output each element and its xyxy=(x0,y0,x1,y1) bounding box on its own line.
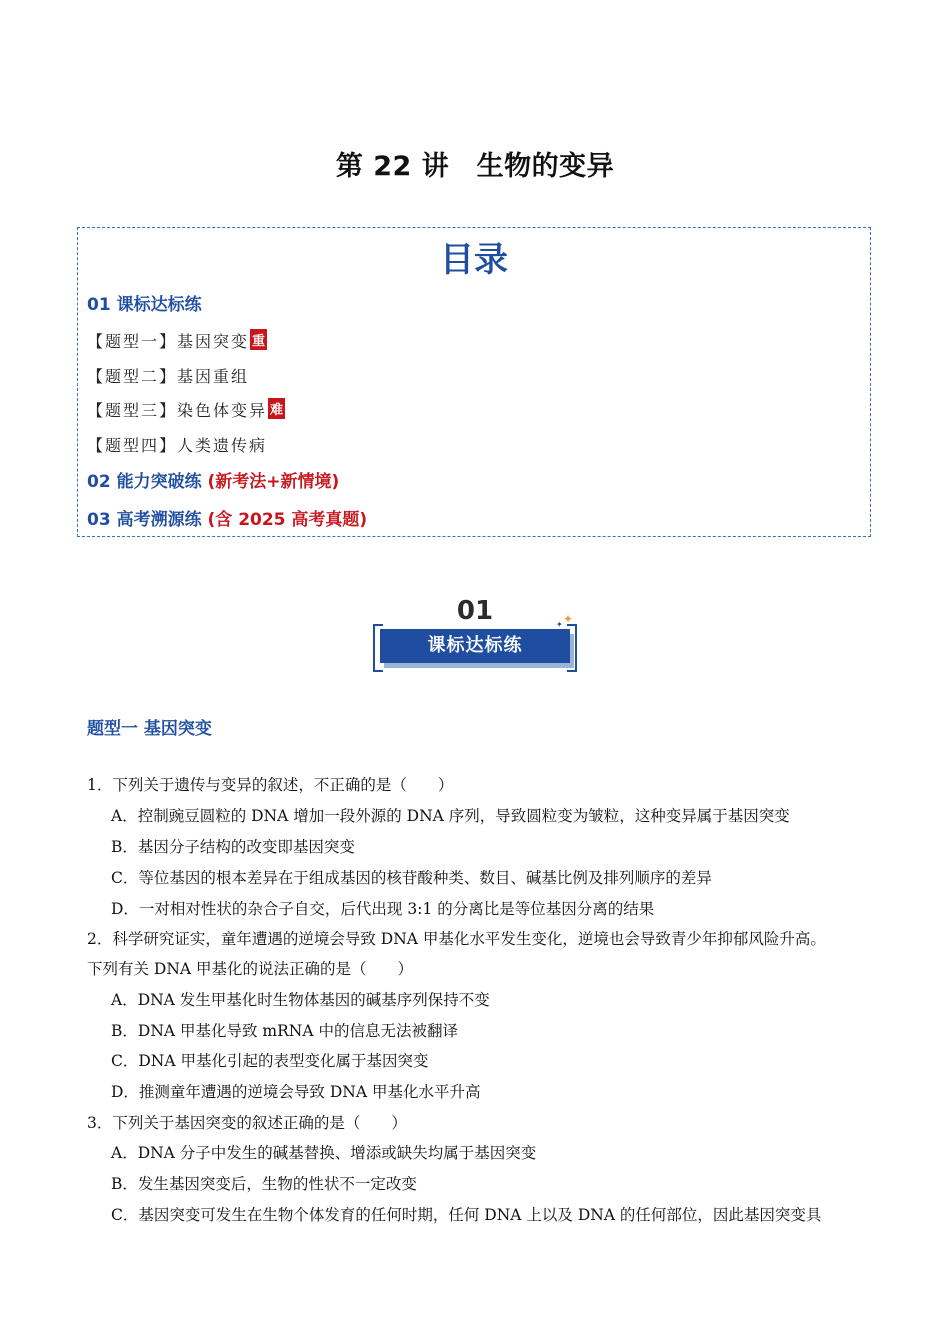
toc-section-2-label: 02 能力突破练 xyxy=(87,472,202,492)
question-stem: 1．下列关于遗传与变异的叙述，不正确的是（ ） xyxy=(87,776,454,794)
toc-section-1-label: 01 课标达标练 xyxy=(87,295,202,315)
toc-heading: 目录 xyxy=(440,240,508,280)
sparkle-icon: ✦ xyxy=(556,620,563,629)
toc-item-label: 【题型三】染色体变异 xyxy=(87,401,268,420)
toc-item-type-2[interactable] xyxy=(87,364,249,387)
option-c: C．DNA 甲基化引起的表型变化属于基因突变 xyxy=(111,1052,429,1070)
sparkle-icon: ✦ xyxy=(563,612,574,626)
section-banner xyxy=(370,596,580,674)
banner-number: 01 xyxy=(456,596,494,626)
toc-item-type-1[interactable] xyxy=(87,329,267,352)
option-a: A．DNA 分子中发生的碱基替换、增添或缺失均属于基因突变 xyxy=(111,1144,537,1162)
question-stem: 3．下列关于基因突变的叙述正确的是（ ） xyxy=(87,1114,407,1132)
option-a: A．控制豌豆圆粒的 DNA 增加一段外源的 DNA 序列，导致圆粒变为皱粒，这种变异属于基因突变 xyxy=(111,807,790,825)
banner-label: 课标达标练 xyxy=(380,629,570,663)
key-point-badge: 重 xyxy=(250,329,267,350)
toc-item-label: 【题型四】人类遗传病 xyxy=(87,436,268,455)
section-heading: 题型一 基因突变 xyxy=(87,719,212,739)
option-d: D．推测童年遭遇的逆境会导致 DNA 甲基化水平升高 xyxy=(111,1083,481,1101)
toc-item-type-3[interactable] xyxy=(87,398,285,421)
option-b: B．DNA 甲基化导致 mRNA 中的信息无法被翻译 xyxy=(111,1022,458,1040)
option-b: B．基因分子结构的改变即基因突变 xyxy=(111,838,355,856)
toc-section-3[interactable] xyxy=(87,505,367,530)
toc-item-label: 【题型一】基因突变 xyxy=(87,332,250,351)
toc-item-label: 【题型二】基因重组 xyxy=(87,367,250,386)
option-c: C．等位基因的根本差异在于组成基因的核苷酸种类、数目、碱基比例及排列顺序的差异 xyxy=(111,869,712,887)
toc-section-3-note: (含 2025 高考真题) xyxy=(207,510,368,530)
toc-section-2[interactable] xyxy=(87,467,339,492)
page-title: 第 22 讲 生物的变异 xyxy=(335,151,615,182)
toc-section-1[interactable] xyxy=(87,290,202,315)
toc-section-3-label: 03 高考溯源练 xyxy=(87,510,202,530)
toc-item-type-4[interactable] xyxy=(87,433,267,456)
option-b: B．发生基因突变后，生物的性状不一定改变 xyxy=(111,1175,417,1193)
option-a: A．DNA 发生甲基化时生物体基因的碱基序列保持不变 xyxy=(111,991,490,1009)
table-of-contents xyxy=(77,227,871,537)
option-c: C．基因突变可发生在生物个体发育的任何时期，任何 DNA 上以及 DNA 的任何部位，因此基因突变具 xyxy=(111,1206,822,1224)
question-stem: 2．科学研究证实，童年遭遇的逆境会导致 DNA 甲基化水平发生变化，逆境也会导致青少年抑郁风险升高。 xyxy=(87,930,826,948)
difficulty-badge: 难 xyxy=(268,398,285,419)
question-stem-continuation: 下列有关 DNA 甲基化的说法正确的是（ ） xyxy=(87,960,414,978)
option-d: D．一对相对性状的杂合子自交，后代出现 3:1 的分离比是等位基因分离的结果 xyxy=(111,900,655,918)
toc-section-2-note: (新考法+新情境) xyxy=(207,472,340,492)
